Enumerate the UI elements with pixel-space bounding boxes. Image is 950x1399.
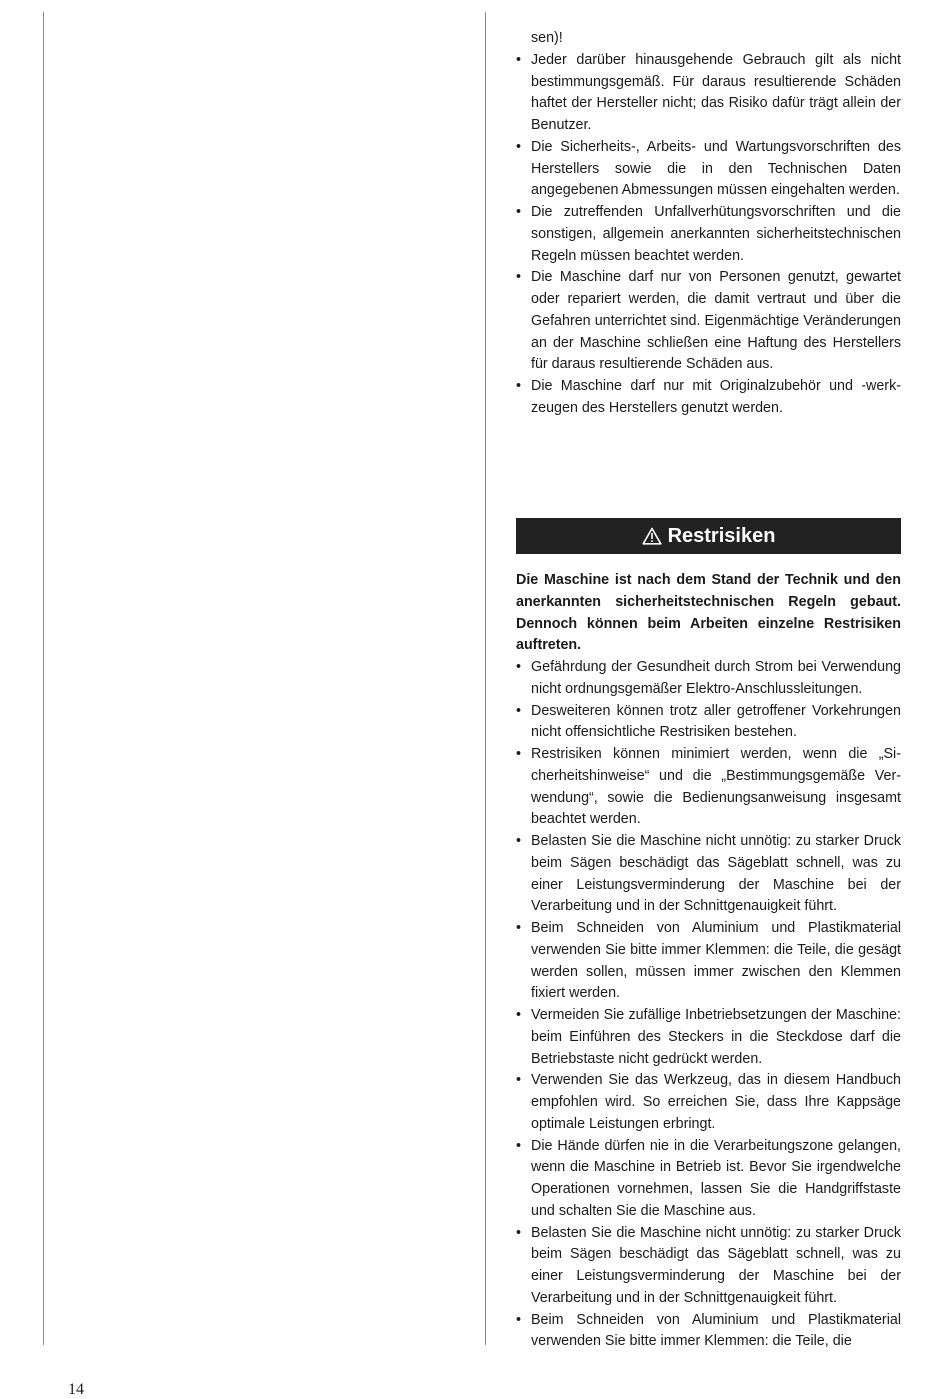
list-item: • Jeder darüber hinausgehende Gebrauch gilt als nicht bestimmungsgemäß. Für daraus resultierende Schäden haftet der Hersteller nicht; das Risiko dafür trägt allein der Benutzer.	[516, 50, 901, 137]
list-item: • Belasten Sie die Maschine nicht unnötig: zu starker Druck beim Sägen beschädigt das Sägeblatt schnell, was zu einer Leistungsverminderung der Maschine bei der Verarbeitung und in der Schnittgenauigkeit führt.	[516, 831, 901, 918]
list-item: • Die Sicherheits-, Arbeits- und Wartungsvorschriften des Herstellers sowie die in den Technischen Daten angegebenen Abmessungen müssen eingehalten werden.	[516, 137, 901, 202]
top-bullet-list	[516, 50, 901, 420]
restrisiken-bullet-list	[516, 657, 901, 1353]
list-item: • Desweiteren können trotz aller getroffener Vorkehrungen nicht offensichtliche Restrisiken bestehen.	[516, 701, 901, 745]
warning-triangle-icon	[642, 527, 662, 545]
list-item: • Beim Schneiden von Aluminium und Plastikmaterial verwenden Sie bitte immer Klemmen: die Teile, die	[516, 1310, 901, 1354]
section-heading-banner	[516, 518, 901, 554]
top-text-column	[516, 28, 901, 420]
list-item: • Gefährdung der Gesundheit durch Strom bei Verwendung nicht ordnungsgemäßer Elektro-Anschlussleitungen.	[516, 657, 901, 701]
section-intro: Die Maschine ist nach dem Stand der Technik und den anerkannten sicherheitstechnischen Regeln gebaut. Dennoch können beim Arbeiten einzelne Restrisiken auftreten.	[516, 572, 901, 654]
list-item: • Vermeiden Sie zufällige Inbetriebsetzungen der Maschine: beim Einführen des Steckers in die Steckdose darf die Betriebstaste nicht gedrückt werden.	[516, 1005, 901, 1070]
list-item: • Die Maschine darf nur mit Originalzubehör und -werkzeugen des Herstellers genutzt werden.	[516, 376, 901, 420]
list-item: • Die Hände dürfen nie in die Verarbeitungszone gelangen, wenn die Maschine in Betrieb ist. Bevor Sie irgendwelche Operationen vornehmen, lassen Sie die Handgriffstaste und schalten Sie die Maschine aus.	[516, 1136, 901, 1223]
continuation-text: sen)!	[531, 30, 563, 46]
left-margin-rule	[43, 12, 44, 1345]
restrisiken-text-column	[516, 570, 901, 1353]
list-item: • Die zutreffenden Unfallverhütungsvorschriften und die sonstigen, allgemein anerkannten sicherheitstechnischen Regeln müssen beachtet werden.	[516, 202, 901, 267]
column-divider-rule	[485, 12, 486, 1345]
list-item: • Die Maschine darf nur von Personen genutzt, gewartet oder repariert werden, die damit vertraut und über die Gefahren unterrichtet sind. Eigenmächtige Veränderungen an der Maschine schließen eine Haftung des Herstellers für daraus resultierende Schäden aus.	[516, 267, 901, 376]
list-item: • Beim Schneiden von Aluminium und Plastikmaterial verwenden Sie bitte immer Klemmen: die Teile, die gesägt werden sollen, müssen immer zwischen den Klemmen fixiert werden.	[516, 918, 901, 1005]
list-item: • Restrisiken können minimiert werden, wenn die „Sicherheitshinweise“ und die „Bestimmungsgemäße Verwendung“, sowie die Bedienungsanweisung insgesamt beachtet werden.	[516, 744, 901, 831]
list-item: • Verwenden Sie das Werkzeug, das in diesem Handbuch empfohlen wird. So erreichen Sie, dass Ihre Kappsäge optimale Leistungen erbringt.	[516, 1070, 901, 1135]
section-title: Restrisiken	[667, 524, 776, 547]
page-number: 14	[68, 1381, 84, 1398]
list-item: • Belasten Sie die Maschine nicht unnötig: zu starker Druck beim Sägen beschädigt das Sägeblatt schnell, was zu einer Leistungsverminderung der Maschine bei der Verarbeitung und in der Schnittgenauigkeit führt.	[516, 1223, 901, 1310]
